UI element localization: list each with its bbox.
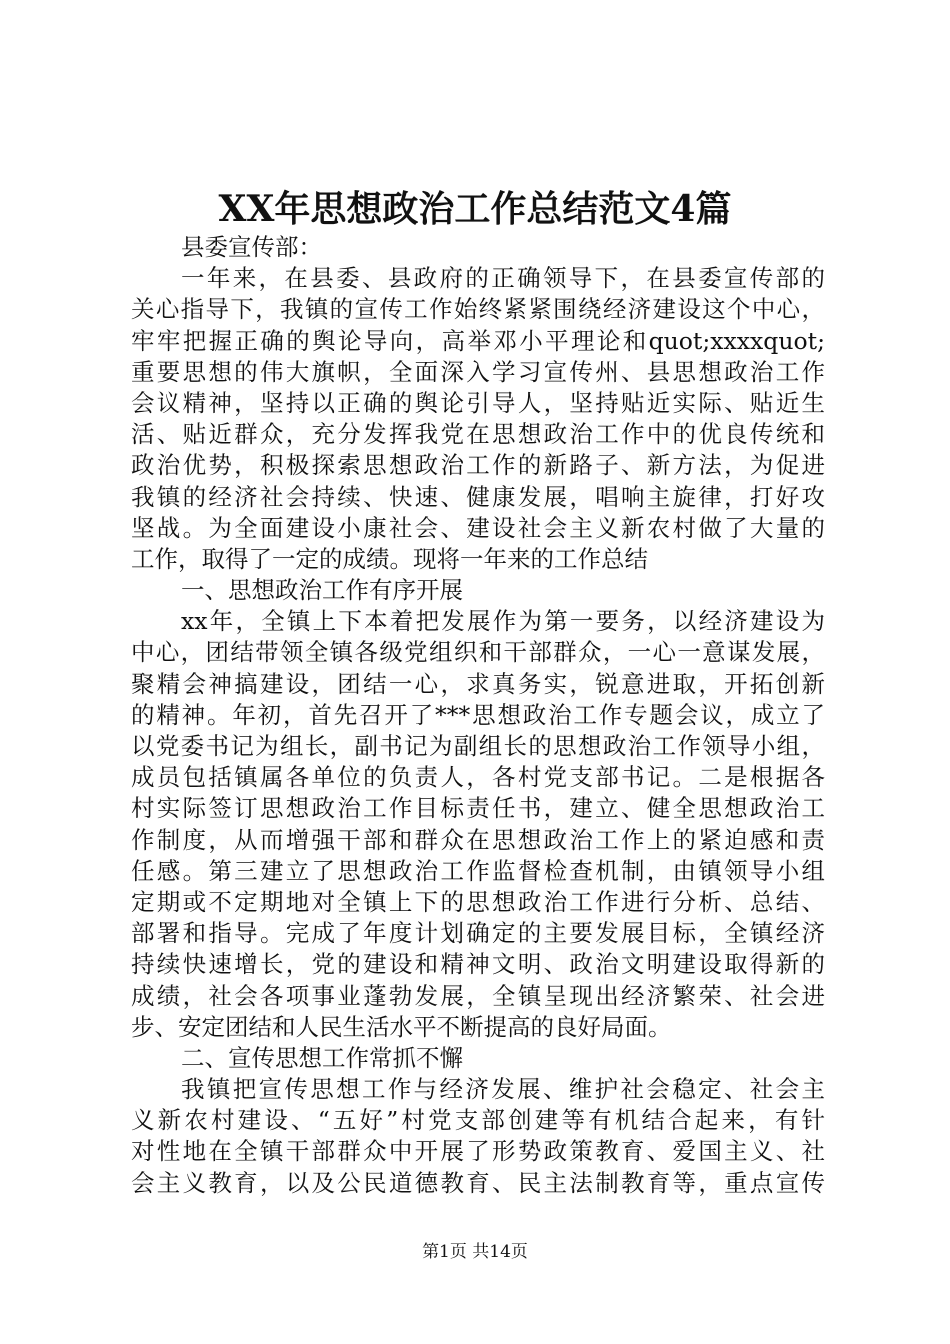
section-heading: 二、宣传思想工作常抓不懈 <box>181 1043 463 1072</box>
text-line: 作制度，从而增强干部和群众在思想政治工作上的紧迫感和责 <box>131 825 825 854</box>
text-line: 任感。第三建立了思想政治工作监督检查机制，由镇领导小组 <box>131 856 825 885</box>
text-line: 义新农村建设、“五好”村党支部创建等有机结合起来，有针 <box>131 1106 825 1135</box>
text-line: 会议精神，坚持以正确的舆论引导人，坚持贴近实际、贴近生 <box>131 388 825 417</box>
text-line: 我镇的经济社会持续、快速、健康发展，唱响主旋律，打好攻 <box>131 482 825 511</box>
page-footer: 第1页 共14页 <box>422 1242 528 1262</box>
text-line: 县委宣传部： <box>181 233 322 261</box>
text-line: 成绩，社会各项事业蓬勃发展，全镇呈现出经济繁荣、社会进 <box>131 981 825 1010</box>
text-line: 关心指导下，我镇的宣传工作始终紧紧围绕经济建设这个中心， <box>131 295 825 324</box>
text-line: 一年来，在县委、县政府的正确领导下，在县委宣传部的 <box>181 264 825 293</box>
section-heading: 一、思想政治工作有序开展 <box>181 576 463 605</box>
text-line: 聚精会神搞建设，团结一心，求真务实，锐意进取，开拓创新 <box>131 669 825 698</box>
text-line: 以党委书记为组长，副书记为副组长的思想政治工作领导小组， <box>131 732 825 760</box>
document-title: XX年思想政治工作总结范文4篇 <box>218 188 732 230</box>
text-line: 我镇把宣传思想工作与经济发展、维护社会稳定、社会主 <box>181 1075 825 1104</box>
document-body <box>131 232 825 1199</box>
text-line: 活、贴近群众，充分发挥我党在思想政治工作中的优良传统和 <box>131 420 825 449</box>
text-line: 坚战。为全面建设小康社会、建设社会主义新农村做了大量的 <box>131 513 825 542</box>
text-line: 定期或不定期地对全镇上下的思想政治工作进行分析、总结、 <box>131 887 825 916</box>
text-line: 成员包括镇属各单位的负责人，各村党支部书记。二是根据各 <box>131 763 825 792</box>
text-line: 政治优势，积极探索思想政治工作的新路子、新方法，为促进 <box>131 451 825 480</box>
text-line: 村实际签订思想政治工作目标责任书，建立、健全思想政治工 <box>131 794 825 823</box>
text-line: 持续快速增长，党的建设和精神文明、政治文明建设取得新的 <box>131 950 825 979</box>
text-line: 重要思想的伟大旗帜，全面深入学习宣传州、县思想政治工作 <box>131 357 825 386</box>
text-line: 步、安定团结和人民生活水平不断提高的良好局面。 <box>131 1012 672 1041</box>
text-line: 工作，取得了一定的成绩。现将一年来的工作总结 <box>131 544 648 573</box>
text-line: 中心，团结带领全镇各级党组织和干部群众，一心一意谋发展， <box>131 638 825 667</box>
text-line: xx年，全镇上下本着把发展作为第一要务，以经济建设为 <box>181 607 825 636</box>
text-line: 的精神。年初，首先召开了***思想政治工作专题会议，成立了 <box>131 700 825 729</box>
text-line: 对性地在全镇干部群众中开展了形势政策教育、爱国主义、社 <box>131 1137 825 1166</box>
text-line: 会主义教育，以及公民道德教育、民主法制教育等，重点宣传 <box>131 1168 825 1197</box>
text-line: 牢牢把握正确的舆论导向，高举邓小平理论和quot;xxxxquot; <box>131 326 825 355</box>
text-line: 部署和指导。完成了年度计划确定的主要发展目标，全镇经济 <box>131 919 825 948</box>
